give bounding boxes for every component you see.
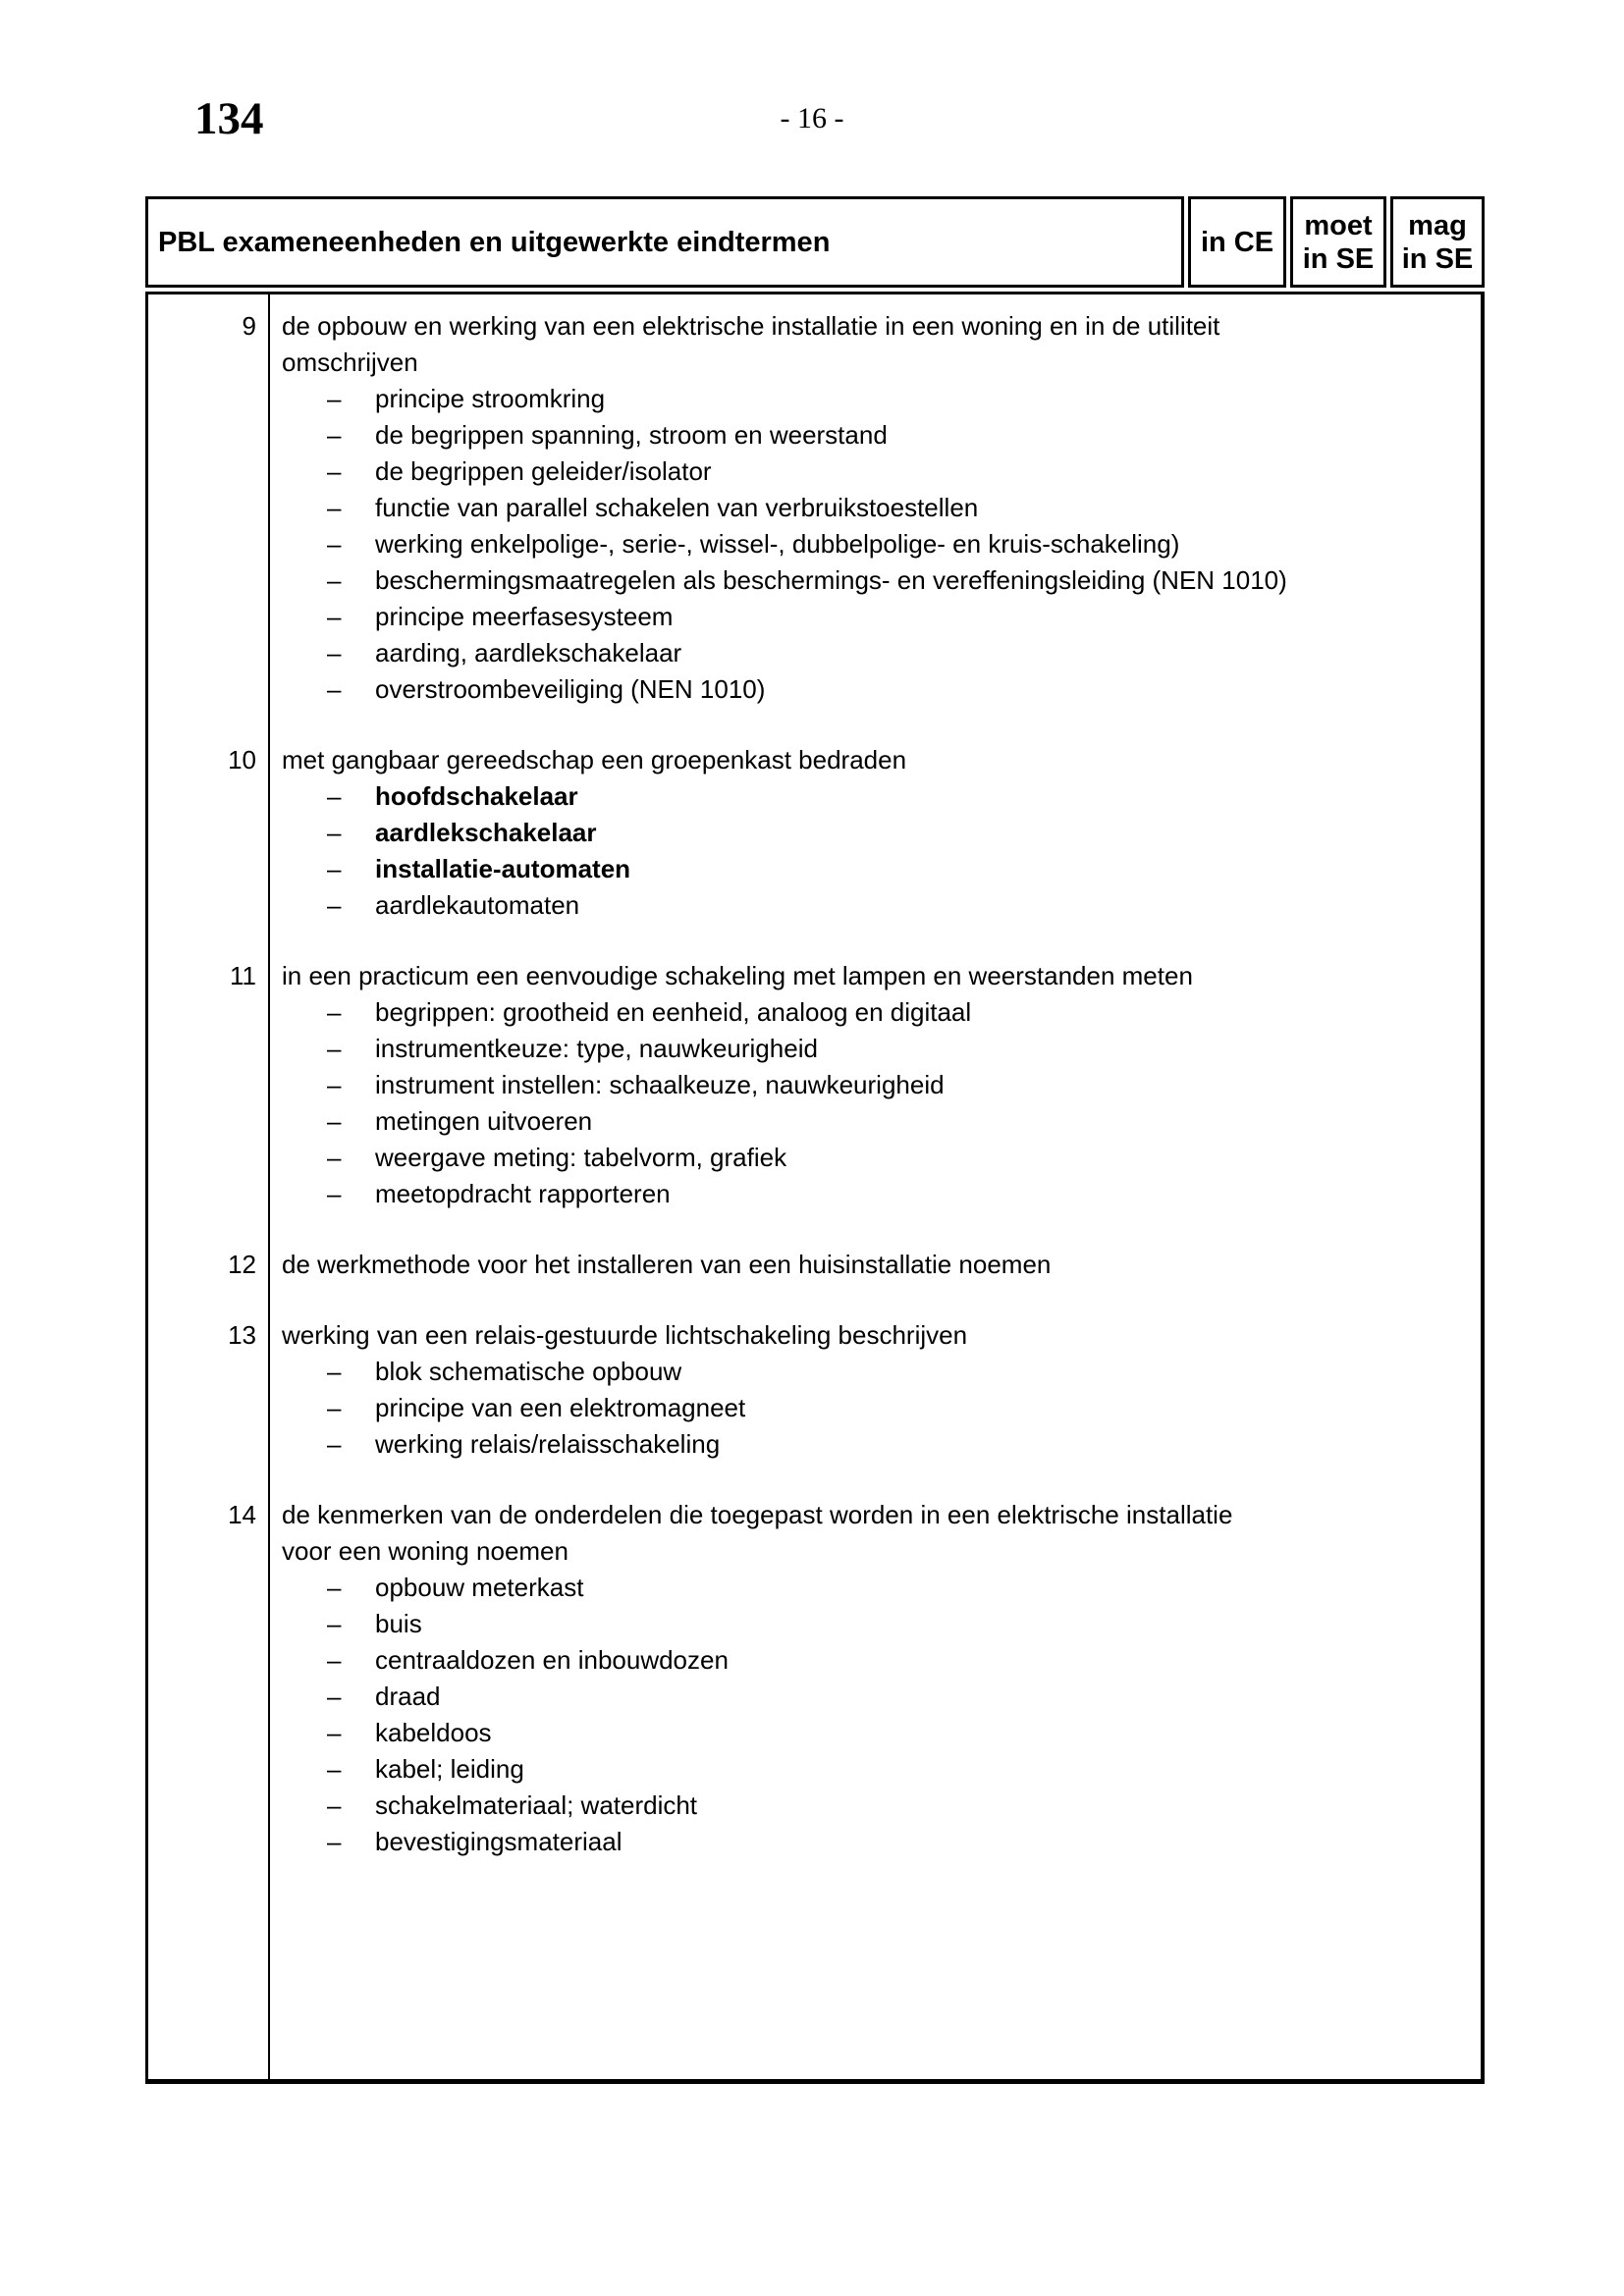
header-col-in-ce bbox=[1188, 196, 1286, 288]
bullet-dash: – bbox=[327, 456, 342, 486]
bullet-dash: – bbox=[327, 781, 342, 811]
item-content bbox=[268, 1247, 1481, 1283]
bullet-dash: – bbox=[327, 1754, 342, 1784]
bullet-text: installatie-automaten bbox=[375, 854, 631, 883]
item-bullet bbox=[282, 599, 1467, 635]
item-bullet bbox=[282, 851, 1467, 887]
bullet-dash: – bbox=[327, 1718, 342, 1747]
bullet-dash: – bbox=[327, 1429, 342, 1459]
item-bullet bbox=[282, 1140, 1467, 1176]
item-bullet bbox=[282, 490, 1467, 526]
bullet-dash: – bbox=[327, 997, 342, 1027]
item-bullet bbox=[282, 778, 1467, 815]
bullet-text: kabeldoos bbox=[375, 1718, 492, 1747]
bullet-text: hoofdschakelaar bbox=[375, 781, 578, 811]
bullet-text: principe stroomkring bbox=[375, 384, 606, 413]
exam-item bbox=[148, 1497, 1481, 1860]
item-content bbox=[268, 1497, 1481, 1860]
item-bullet bbox=[282, 1426, 1467, 1463]
item-title-line: omschrijven bbox=[282, 347, 418, 377]
item-title-line: voor een woning noemen bbox=[282, 1536, 568, 1566]
item-bullet bbox=[282, 1606, 1467, 1642]
bullet-dash: – bbox=[327, 890, 342, 920]
item-bullet bbox=[282, 1570, 1467, 1606]
bullet-text: metingen uitvoeren bbox=[375, 1106, 593, 1136]
bullet-dash: – bbox=[327, 1070, 342, 1099]
bullet-text: instrumentkeuze: type, nauwkeurigheid bbox=[375, 1034, 818, 1063]
bullet-dash: – bbox=[327, 1034, 342, 1063]
item-bullet bbox=[282, 994, 1467, 1031]
item-bullet bbox=[282, 1103, 1467, 1140]
item-bullet bbox=[282, 1067, 1467, 1103]
exam-table bbox=[145, 196, 1485, 2084]
bullet-dash: – bbox=[327, 638, 342, 667]
bullet-dash: – bbox=[327, 1645, 342, 1675]
bullet-dash: – bbox=[327, 1143, 342, 1172]
header-col-moet-line1: moet bbox=[1304, 209, 1373, 241]
header-title-cell: PBL exameneenheden en uitgewerkte eindtermen bbox=[145, 196, 1184, 288]
header-col-moet-line2: in SE bbox=[1302, 242, 1375, 275]
item-bullet bbox=[282, 562, 1467, 599]
item-title-line: de opbouw en werking van een elektrische installatie in een woning en in de utiliteit bbox=[282, 311, 1220, 341]
header-col-in-ce-label: in CE bbox=[1200, 226, 1274, 258]
bullet-text: functie van parallel schakelen van verbruikstoestellen bbox=[375, 493, 979, 522]
bullet-dash: – bbox=[327, 818, 342, 847]
item-bullet bbox=[282, 1751, 1467, 1788]
bullet-text: werking relais/relaisschakeling bbox=[375, 1429, 721, 1459]
item-bullet bbox=[282, 526, 1467, 562]
bullet-text: bevestigingsmateriaal bbox=[375, 1827, 623, 1856]
bullet-text: begrippen: grootheid en eenheid, analoog en digitaal bbox=[375, 997, 972, 1027]
bullet-dash: – bbox=[327, 1573, 342, 1602]
item-content bbox=[268, 958, 1481, 1212]
item-bullet bbox=[282, 1824, 1467, 1860]
table-header-row bbox=[145, 196, 1485, 288]
header-col-mag-line2: in SE bbox=[1401, 242, 1474, 275]
bullet-dash: – bbox=[327, 1106, 342, 1136]
item-bullet bbox=[282, 1354, 1467, 1390]
header-col-mag-in-se bbox=[1390, 196, 1485, 288]
exam-item bbox=[148, 958, 1481, 1212]
bullet-text: principe meerfasesysteem bbox=[375, 602, 674, 631]
bullet-text: centraaldozen en inbouwdozen bbox=[375, 1645, 729, 1675]
item-bullet bbox=[282, 454, 1467, 490]
bullet-text: blok schematische opbouw bbox=[375, 1357, 682, 1386]
item-bullet bbox=[282, 1788, 1467, 1824]
item-bullet bbox=[282, 671, 1467, 708]
bullet-dash: – bbox=[327, 493, 342, 522]
bullet-dash: – bbox=[327, 674, 342, 704]
bullet-dash: – bbox=[327, 854, 342, 883]
bullet-text: opbouw meterkast bbox=[375, 1573, 584, 1602]
item-number: 11 bbox=[230, 961, 256, 990]
item-bullet bbox=[282, 887, 1467, 924]
item-title-line: de werkmethode voor het installeren van een huisinstallatie noemen bbox=[282, 1250, 1052, 1279]
item-bullet bbox=[282, 1031, 1467, 1067]
item-content bbox=[268, 1317, 1481, 1463]
bullet-dash: – bbox=[327, 529, 342, 559]
bullet-text: instrument instellen: schaalkeuze, nauwkeurigheid bbox=[375, 1070, 945, 1099]
item-title-line: in een practicum een eenvoudige schakeling met lampen en weerstanden meten bbox=[282, 961, 1193, 990]
item-title-line: de kenmerken van de onderdelen die toegepast worden in een elektrische installatie bbox=[282, 1500, 1233, 1529]
item-bullet bbox=[282, 417, 1467, 454]
bullet-text: de begrippen geleider/isolator bbox=[375, 456, 712, 486]
bullet-text: kabel; leiding bbox=[375, 1754, 524, 1784]
exam-item bbox=[148, 308, 1481, 708]
bullet-dash: – bbox=[327, 1179, 342, 1208]
bullet-text: aardlekschakelaar bbox=[375, 818, 597, 847]
number-column-divider bbox=[268, 294, 270, 2079]
bullet-text: beschermingsmaatregelen als beschermings- en vereffeningsleiding (NEN 1010) bbox=[375, 565, 1287, 595]
item-title-line: werking van een relais-gestuurde lichtschakeling beschrijven bbox=[282, 1320, 968, 1350]
item-content bbox=[268, 308, 1481, 708]
header-col-mag-line1: mag bbox=[1408, 209, 1467, 241]
bullet-text: overstroombeveiliging (NEN 1010) bbox=[375, 674, 766, 704]
bullet-text: meetopdracht rapporteren bbox=[375, 1179, 671, 1208]
bullet-text: de begrippen spanning, stroom en weerstand bbox=[375, 420, 888, 450]
bullet-text: principe van een elektromagneet bbox=[375, 1393, 746, 1422]
bullet-dash: – bbox=[327, 384, 342, 413]
item-bullet bbox=[282, 1642, 1467, 1679]
corner-page-number: 134 bbox=[194, 93, 264, 144]
bullet-dash: – bbox=[327, 1357, 342, 1386]
bullet-dash: – bbox=[327, 565, 342, 595]
item-number: 12 bbox=[228, 1250, 256, 1279]
item-bullet bbox=[282, 1679, 1467, 1715]
exam-item bbox=[148, 742, 1481, 924]
item-bullet bbox=[282, 815, 1467, 851]
item-number: 14 bbox=[228, 1500, 256, 1529]
bullet-dash: – bbox=[327, 1827, 342, 1856]
bullet-text: draad bbox=[375, 1682, 441, 1711]
bullet-dash: – bbox=[327, 1393, 342, 1422]
item-bullet bbox=[282, 1176, 1467, 1212]
table-body bbox=[145, 292, 1485, 2084]
header-col-moet-in-se bbox=[1290, 196, 1386, 288]
item-content bbox=[268, 742, 1481, 924]
items-container bbox=[148, 308, 1481, 1860]
item-bullet bbox=[282, 635, 1467, 671]
exam-item bbox=[148, 1317, 1481, 1463]
bullet-dash: – bbox=[327, 1609, 342, 1638]
bullet-dash: – bbox=[327, 1682, 342, 1711]
bullet-text: buis bbox=[375, 1609, 422, 1638]
bullet-text: aardlekautomaten bbox=[375, 890, 580, 920]
item-number: 13 bbox=[228, 1320, 256, 1350]
item-bullet bbox=[282, 1390, 1467, 1426]
item-bullet bbox=[282, 381, 1467, 417]
bullet-text: werking enkelpolige-, serie-, wissel-, dubbelpolige- en kruis-schakeling) bbox=[375, 529, 1180, 559]
bullet-text: aarding, aardlekschakelaar bbox=[375, 638, 682, 667]
bullet-dash: – bbox=[327, 602, 342, 631]
item-number: 9 bbox=[242, 311, 256, 341]
bullet-text: weergave meting: tabelvorm, grafiek bbox=[375, 1143, 787, 1172]
item-title-line: met gangbaar gereedschap een groepenkast bedraden bbox=[282, 745, 907, 774]
center-page-number: - 16 - bbox=[780, 102, 844, 134]
item-bullet bbox=[282, 1715, 1467, 1751]
exam-item bbox=[148, 1247, 1481, 1283]
bullet-dash: – bbox=[327, 1790, 342, 1820]
bullet-dash: – bbox=[327, 420, 342, 450]
bullet-text: schakelmateriaal; waterdicht bbox=[375, 1790, 698, 1820]
item-number: 10 bbox=[228, 745, 256, 774]
